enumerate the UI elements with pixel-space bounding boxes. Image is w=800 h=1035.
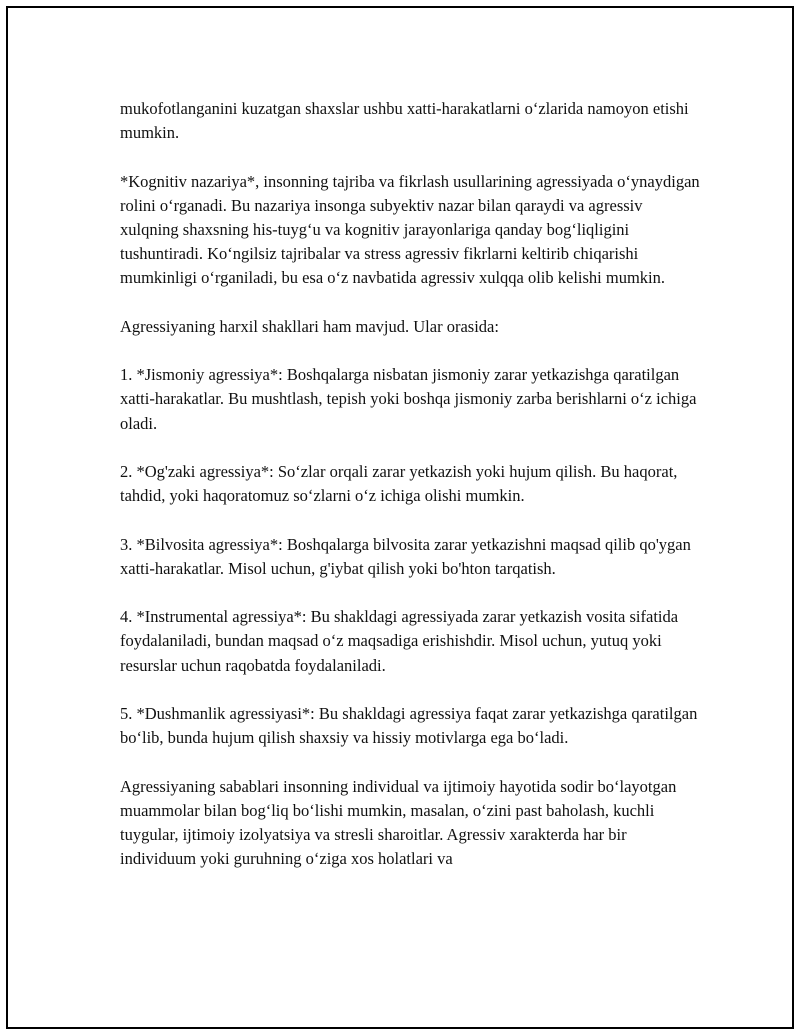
document-body: [120, 97, 700, 871]
list-item: 5. *Dushmanlik agressiyasi*: Bu shakldagi agressiya faqat zarar yetkazishga qaratilgan bo‘lib, bunda hujum qilish shaxsiy va hissiy motivlarga ega bo‘ladi.: [120, 703, 698, 748]
paragraph: Agressiyaning sabablari insonning individual va ijtimoiy hayotida sodir bo‘layotgan muammolar bilan bog‘liq bo‘lishi mumkin, masalan, o‘zini past baholash, kuchli tuygular, ijtimoiy izolyatsiya va stresli sharoitlar. Agressiv xarakterda har bir individuum yoki guruhning o‘ziga xos holatlari va: [120, 776, 677, 869]
paragraph: Agressiyaning harxil shakllari ham mavjud. Ular orasida:: [120, 316, 499, 336]
list-item: 1. *Jismoniy agressiya*: Boshqalarga nisbatan jismoniy zarar yetkazishga qaratilgan xatti-harakatlar. Bu mushtlash, tepish yoki boshqa jismoniy zarba berishlarni o‘z ichiga oladi.: [120, 365, 697, 433]
list-item: 2. *Og'zaki agressiya*: So‘zlar orqali zarar yetkazish yoki hujum qilish. Bu haqorat, tahdid, yoki haqoratomuz so‘zlarni o‘z ichiga olishi mumkin.: [120, 461, 678, 506]
paragraph: *Kognitiv nazariya*, insonning tajriba va fikrlash usullarining agressiyada o‘ynaydigan rolini o‘rganadi. Bu nazariya insonga subyektiv nazar bilan qaraydi va agressiv xulqning shaxsning his-tuyg‘u va kognitiv jarayonlariga qanday bog‘liqligini tushuntiradi. Ko‘ngilsiz tajribalar va stress agressiv fikrlarni keltirib chiqarishi mumkinligi o‘rganiladi, bu esa o‘z navbatida agressiv xulqqa olib kelishi mumkin.: [120, 171, 700, 288]
paragraph: mukofotlanganini kuzatgan shaxslar ushbu xatti-harakatlarni o‘zlarida namoyon etishi mumkin.: [120, 99, 689, 143]
list-item: 3. *Bilvosita agressiya*: Boshqalarga bilvosita zarar yetkazishni maqsad qilib qo'ygan xatti-harakatlar. Misol uchun, g'iybat qilish yoki bo'hton tarqatish.: [120, 534, 691, 578]
list-item: 4. *Instrumental agressiya*: Bu shakldagi agressiyada zarar yetkazish vosita sifatida foydalaniladi, bundan maqsad o‘z maqsadiga erishishdir. Misol uchun, yutuq yoki resurslar uchun raqobatda foydalaniladi.: [120, 607, 679, 675]
document-page: [6, 6, 794, 1029]
